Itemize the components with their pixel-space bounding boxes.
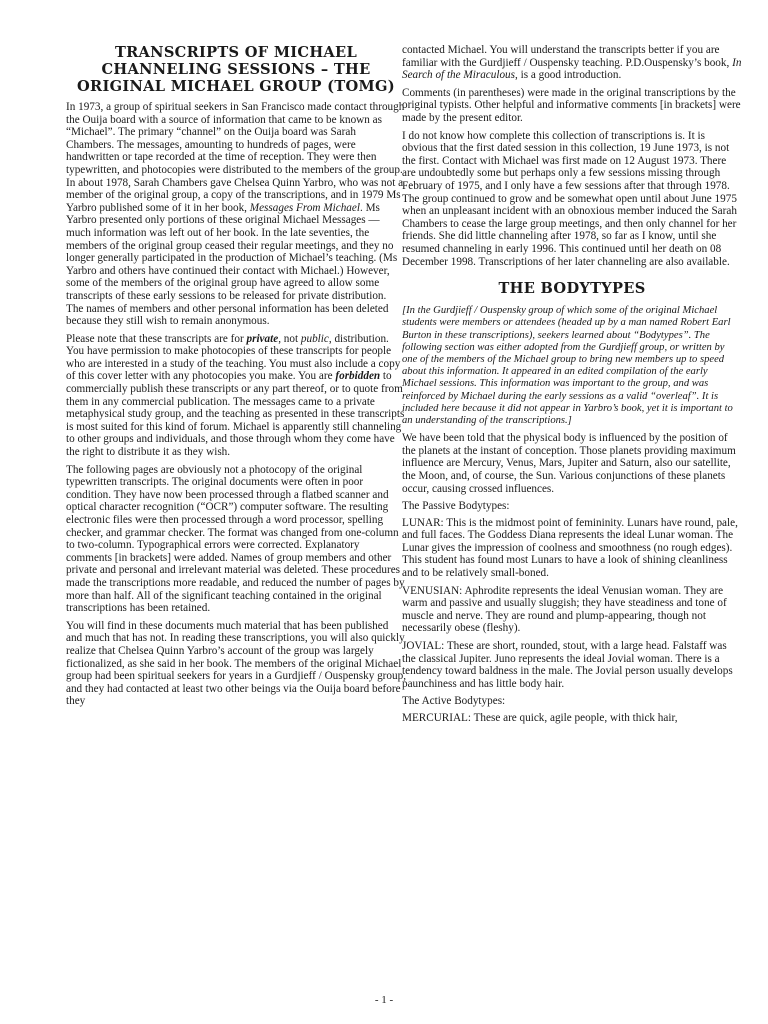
lunar-paragraph: LUNAR: This is the midmost point of femininity. Lunars have round, pale, and full faces. The Goddess Diana represents the ideal Lunar woman. The Lunar gives the impression of coolness and smoothness (no rough edges). This student has found most Lunars to have a look of shining cleanliness and to be relatively small-boned. <box>402 516 738 580</box>
planets-paragraph: We have been told that the physical body is influenced by the position of the planets at the instant of conception. Those planets providing maximum influence are Mercury, Venus, Mars, Jupiter and Saturn, also our satellite, the Moon, and, of course, the Sun. Various conjunctions of these planets occur, causing crossed influences. <box>402 432 736 495</box>
venusian-paragraph: VENUSIAN: Aphrodite represents the ideal Venusian woman. They are warm and passive and usually sluggish; they have steadiness and tone of muscle and nerve. They are round and plump-appearing, though not necessarily obese (fleshy). <box>402 584 727 635</box>
mercurial-paragraph: MERCURIAL: These are quick, agile people, with thick hair, <box>402 712 678 724</box>
section-title-bodytypes: THE BODYTYPES <box>498 280 646 298</box>
page-number: - 1 - <box>374 994 394 1006</box>
emphasis-private: private <box>246 332 279 345</box>
editor-note: [In the Gurdjieff / Ouspensky group of which some of the original Michael students were members or attendees (headed up by a man named Robert Earl Burton in these transcriptions), seekers learned about “Bodytypes”. The following section was either adopted from the Gurdjieff group, or written by one of the members of the Michael group to bring new members up to speed about this information. It appeared in an edited compilation of the early Michael sessions. This information was important to the group, and was reinforced by Michael during the early sessions as a valid “overleaf”. It is included here because it did not appear in Yarbro’s book, yet it is important to an understanding of the transcriptions.] <box>402 305 733 426</box>
continuation-paragraph: contacted Michael. You will understand the transcripts better if you are familiar with the Gurdjieff / Ouspensky teaching. P.D.Ouspensky’s book, In Search of the Miraculous, is a good introduction. <box>402 44 742 82</box>
left-column <box>66 44 406 713</box>
processing-paragraph: The following pages are obviously not a photocopy of the original typewritten transcripts. The original documents were often in poor condition. They have now been processed through a flatbed scanner and optical character recognition (“OCR”) computer software. The resulting electronic files were then processed through a word processor, spelling checker, and grammar checker. The format was changed from one-column to two-column. Typographical errors were corrected. Explanatory comments [in brackets] were added. Names of group members and other private and personal and irrelevant material was deleted. These procedures made the transcriptions more readable, and reduced the number of pages by more than half. All of the significant teaching contained in the original transcriptions has been retained. <box>66 463 405 615</box>
background-paragraph: You will find in these documents much material that has been published and much that has not. In reading these transcriptions, you will also quickly realize that Chelsea Quinn Yarbro’s account of the group was largely fictionalized, as she said in her book. The members of the original Michael group had been spiritual seekers for years in a Gurdjieff / Ouspensky group, and they had contacted at least two other beings via the Ouija board before they <box>66 619 406 708</box>
completeness-paragraph: I do not know how complete this collection of transcriptions is. It is obvious that the first dated session in this collection, 19 June 1973, is not the first. Contact with Michael was first made on 12 August 1973. There are undoubtedly some but perhaps only a few sessions missing through February of 1975, and I only have a few sessions after that through 1978. The group continued to grow and be somewhat open until about June 1975 when an unpleasant incident with an obnoxious member induced the Sarah Chambers to cease the large group meetings, and then only channel for her friends. She did little channeling after 1978, so far as I know, until she resumed channeling in early 1996. This continued until her death on 08 December 1998. Transcriptions of her later channeling are also available. <box>402 129 737 268</box>
book-title-messages-from-michael: Messages From Michael <box>249 201 360 214</box>
distribution-paragraph: Please note that these transcripts are for private, not public, distribution. You have permission to make photocopies of these transcripts for people who are interested in a study of the teaching. You must also include a copy of this cover letter with any photocopies you make. You are forbidden to commercially publish these transcripts or any part thereof, or to quote from them in any commercial publication. The messages came to a private metaphysical study group, and the teaching as presented in these transcripts is most suited for this kind of forum. Michael is apparently still channeling to other groups and individuals, and those through whom they come have the right to distribute it as they wish. <box>66 332 405 459</box>
emphasis-forbidden: forbidden <box>335 370 381 383</box>
title-line-2: CHANNELING SESSIONS – THE <box>101 61 371 78</box>
book-title-in-search-of-the-miraculous: In Search of the Miraculous <box>402 56 742 82</box>
document-title <box>66 44 406 95</box>
emphasis-public: public <box>300 332 329 345</box>
intro-paragraph: In 1973, a group of spiritual seekers in San Francisco made contact through the Ouija board with a source of information that came to be known as “Michael”. The primary “channel” on the Ouija board was Sarah Chambers. The messages, amounting to hundreds of pages, were handwritten or tape recorded at the time of reception. They were then typewritten, and photocopies were distributed to the members of the group. In about 1978, Sarah Chambers gave Chelsea Quinn Yarbro, who was not a member of the original group, a copy of the transcriptions, and in 1979 Ms Yarbro published some of it in her book, Messages From Michael. Ms Yarbro presented only portions of these original Michael Messages — much information was left out of her book. In the late seventies, the members of the original group ceased their regular meetings, and they no longer generally participated in the production of Michael’s teaching. (Ms Yarbro and others have continued their contact with Michael.) However, some of the members of the original group have agreed to allow some transcripts of these early sessions to be released for private distribution. The names of members and other personal information has been deleted because they still wish to remain anonymous. <box>66 101 405 328</box>
title-line-3: ORIGINAL MICHAEL GROUP (TOMG) <box>77 78 395 95</box>
comments-paragraph: Comments (in parentheses) were made in the original transcriptions by the original typists. Other helpful and informative comments [in brackets] were made by the present editor. <box>402 86 741 124</box>
active-bodytypes-heading: The Active Bodytypes: <box>402 695 506 708</box>
title-line-1: TRANSCRIPTS OF MICHAEL <box>114 44 358 61</box>
passive-bodytypes-heading: The Passive Bodytypes: <box>402 500 510 513</box>
right-column <box>402 44 742 730</box>
jovial-paragraph: JOVIAL: These are short, rounded, stout, with a large head. Falstaff was the classical Jupiter. Juno represents the ideal Jovial woman. There is a tendency toward baldness in the male. The Jovial person usually develops paunchiness and has little body hair. <box>402 640 733 690</box>
